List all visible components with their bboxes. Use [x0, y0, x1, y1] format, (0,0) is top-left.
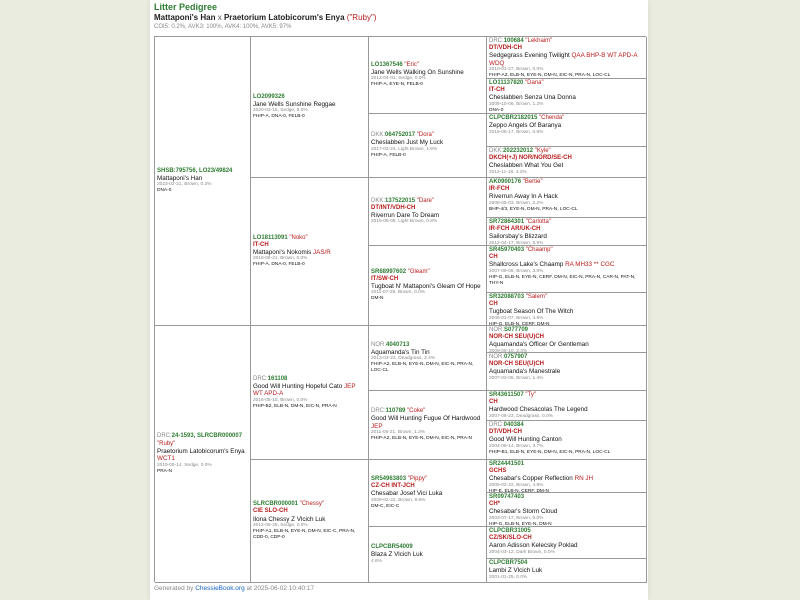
- health-results: HIP-G, ELB-N, CERF, DM-N: [489, 321, 550, 326]
- title-prefix: NOR-CH SEU(U)CH: [489, 361, 544, 368]
- health-results: DNA-0: [157, 188, 172, 194]
- call-name: "Salem": [525, 294, 547, 300]
- call-name: "Noko": [289, 234, 308, 241]
- pedigree-cell-g2[interactable]: [251, 460, 369, 583]
- dog-name-text: Aquamanda's Manestrale: [489, 368, 561, 376]
- health-results: FHIP-A, EYE-N, FELB-0: [371, 82, 423, 88]
- dog-name-text: Zeppo Angels Of Baranya: [489, 122, 562, 130]
- health-results: FHIP-A1, ELB-N, EYE-N, DM-N, EIC-C, PRA-N, CDD-0, CDP-0: [253, 528, 356, 540]
- title-suffix: JEP WT APD-A: [253, 382, 356, 398]
- registration-line: [371, 132, 484, 139]
- pedigree-cell-g4[interactable]: [487, 559, 647, 583]
- dog-name[interactable]: [489, 193, 644, 200]
- birth-info: 2019-05-14, Sedge, 0.0%: [157, 462, 212, 468]
- registration-number: 24-1593, SLRCBR000007: [171, 433, 243, 440]
- registration-number: SR32088703: [489, 294, 525, 300]
- registration-number: 110789: [385, 408, 406, 414]
- health-results: HIP-E, ELB-N, CERF, DM-N: [489, 488, 549, 493]
- health-results: DM-C, EIC-C: [371, 503, 400, 509]
- dog-name-text: Tugboat Season Of The Witch: [489, 308, 574, 316]
- dog-name-text: Riverrun Away In A Hack: [489, 193, 558, 201]
- registration-number: 040384: [503, 422, 524, 428]
- health-results: FHIP-A, DNA-0, FELB-0: [253, 262, 305, 268]
- call-name: "Chaamp": [525, 247, 553, 253]
- registration-number: SR43611507: [489, 392, 524, 398]
- birth-info: 2013-03-23, Deadgrass, 2.4%: [371, 356, 435, 362]
- health-results: FHIP-A, DNA-0, FELB-0: [253, 114, 305, 120]
- pedigree-cell-g4[interactable]: [487, 353, 647, 391]
- birth-info: 2012-11-18, 3.2%: [489, 169, 527, 175]
- dog-name[interactable]: [489, 542, 644, 549]
- registration-line: [489, 528, 644, 535]
- call-name: "Gleam": [407, 268, 430, 275]
- registration-line: [253, 94, 366, 101]
- dog-name[interactable]: [253, 516, 366, 523]
- pedigree-cell-g3[interactable]: [369, 246, 487, 326]
- dog-name-text: Mattaponi's Nokomis: [253, 248, 312, 256]
- pedigree-cell-g3[interactable]: [369, 326, 487, 391]
- birth-info: 2015-06-17, Brown, 0.8%: [489, 129, 544, 135]
- dog-name-text: Shallcross Lake's Chaamp: [489, 261, 564, 269]
- registration-number: SR72864301: [489, 219, 525, 225]
- registration-line: [489, 294, 644, 301]
- call-name: "Ty": [525, 392, 536, 398]
- dog-name[interactable]: [371, 490, 484, 497]
- dog-name[interactable]: [489, 508, 644, 515]
- registration-number: 4040713: [386, 341, 410, 348]
- birth-info: 2009-02-22, Brown, 9.6%: [371, 497, 426, 503]
- title-prefix: DT/INT/VDH-CH: [371, 204, 416, 211]
- pedigree-cell-g4[interactable]: [487, 460, 647, 493]
- pedigree-cell-g4[interactable]: [487, 391, 647, 421]
- dog-name-text: Jane Wells Sunshine Reggae: [253, 100, 336, 108]
- health-results: FHIP-A2, ELB-N, EYE-N, DM-N, EIC-N, PRA-N: [371, 436, 473, 442]
- dam-name: Praetorium Latobicorum's Enya: [223, 13, 345, 22]
- call-name: "Pippy": [407, 476, 427, 483]
- birth-info: 2003-07-17, Brown, 0.0%: [489, 515, 544, 521]
- registration-line: [371, 408, 484, 415]
- registration-number: LO2099326: [253, 93, 285, 100]
- dog-name-text: Good Will Hunting Fugue Of Hardwood: [371, 415, 481, 423]
- birth-info: 2020-03-15, Sedge, 8.0%: [253, 108, 308, 114]
- registration-number: SR68997602: [371, 268, 407, 275]
- registration-number: 064752017: [385, 132, 416, 139]
- title-prefix: IR-FCH: [489, 186, 510, 193]
- registration-line: [489, 560, 644, 567]
- call-name: "Kyle": [534, 148, 551, 154]
- birth-info: 2001-01-25, 0.0%: [489, 574, 528, 580]
- dog-name[interactable]: [489, 52, 644, 67]
- birth-info: 2009-10-06, Brown, 1.2%: [489, 101, 544, 107]
- registration-number: S077709: [504, 327, 529, 333]
- title-suffix: JAS/R: [313, 248, 331, 256]
- pedigree-cell-g4[interactable]: [487, 114, 647, 147]
- registration-number: 0757907: [504, 354, 528, 360]
- dog-name-text: Riverrun Dare To Dream: [371, 211, 440, 219]
- registration-line: [489, 327, 644, 334]
- dog-name[interactable]: [489, 122, 644, 129]
- title-prefix: IT-CH: [489, 87, 505, 94]
- registration-line: [253, 501, 366, 508]
- health-results: FHIP-A2, ELB-N, EYE-N, DM-N, EIC-N, PRA-N, LOC-CL: [489, 73, 611, 79]
- dog-name[interactable]: [489, 567, 644, 574]
- registry-prefix: DKK:: [489, 148, 504, 154]
- birth-info: 4.6%: [371, 558, 382, 564]
- dog-name[interactable]: [489, 436, 644, 443]
- dog-name-text: Blaza Z Vlcich Luk: [371, 551, 423, 559]
- registration-line: [489, 392, 644, 399]
- dog-name[interactable]: [157, 448, 248, 463]
- title-suffix: WCT1: [157, 455, 175, 463]
- pedigree-cell-g3[interactable]: [369, 114, 487, 178]
- registration-line: [371, 342, 484, 349]
- dog-name-text: Aaron Adisson Kelecsky Poklad: [489, 542, 578, 550]
- registry-prefix: NOR:: [371, 341, 386, 348]
- registration-line: [489, 179, 644, 186]
- title-prefix: CH: [489, 301, 498, 308]
- registry-prefix: DRC:: [253, 375, 268, 382]
- dog-name-text: Good Will Hunting Canton: [489, 436, 562, 444]
- health-results: DM-N: [371, 296, 384, 302]
- pedigree-cell-g3[interactable]: [369, 527, 487, 583]
- pedigree-cell-g4[interactable]: [487, 421, 647, 460]
- title-prefix: DT/VDH-CH: [489, 45, 522, 52]
- call-name: "Eric": [404, 61, 419, 68]
- registry-prefix: DRC:: [157, 433, 172, 440]
- pedigree-cell-g4[interactable]: [487, 326, 647, 353]
- registration-line: [489, 148, 644, 155]
- footer-prefix: Generated by: [154, 585, 194, 592]
- call-name: "Bertie": [522, 179, 543, 185]
- registry-prefix: DKK:: [371, 132, 386, 139]
- title-prefix: CZ-CH INT-JCH: [371, 483, 415, 490]
- dog-name-text: Sailorsbay's Blizzard: [489, 233, 547, 241]
- dog-name-text: Cheslabben Senza Una Donna: [489, 94, 576, 102]
- title-suffix: RA MH33 ** CGC: [565, 261, 615, 269]
- registration-line: [489, 494, 644, 501]
- registration-number: LO11137820: [489, 80, 524, 86]
- title-prefix: CH*: [489, 501, 501, 508]
- registry-prefix: NOR:: [489, 327, 504, 333]
- pedigree-cell-g4[interactable]: [487, 79, 647, 114]
- registration-number: LO18113091: [253, 234, 288, 241]
- birth-info: 2017-03-24, Light Brown, 1.6%: [371, 146, 438, 152]
- birth-info: 2016-05-10, Brown, 0.0%: [253, 397, 308, 403]
- title-prefix: CH: [489, 399, 498, 406]
- registry-prefix: DKK:: [371, 197, 386, 204]
- registry-prefix: NOR:: [489, 354, 504, 360]
- pedigree-cell-g4[interactable]: [487, 147, 647, 178]
- dog-name-text: Tugboat N' Mattaponi's Gleam Of Hope: [371, 282, 481, 290]
- pedigree-cell-g2[interactable]: [251, 37, 369, 178]
- pedigree-cell-g2[interactable]: [251, 326, 369, 460]
- birth-info: 2009-06-10, 2.3%: [489, 348, 528, 353]
- footer-timestamp: at 2025-06-02 10:40:17: [246, 585, 315, 592]
- pedigree-cell-g4[interactable]: [487, 178, 647, 218]
- dam-call-name: ("Ruby"): [346, 13, 377, 22]
- dog-name-text: Mattaponi's Han: [157, 174, 203, 182]
- birth-info: 2011-07-29, Brown, 0.0%: [371, 290, 426, 296]
- registration-line: [371, 62, 484, 69]
- dog-name[interactable]: [371, 139, 484, 146]
- registration-line: [253, 235, 366, 242]
- health-results: FHIP-A2, ELB-N, EYE-N, DM-N, EIC-N, PRA-N, LOC-CL: [371, 362, 474, 374]
- title-prefix: DT/VDH-CH: [489, 429, 522, 436]
- pedigree-cell-g4[interactable]: [487, 37, 647, 79]
- birth-info: 2004-03-12, Dark Brown, 0.0%: [489, 549, 555, 555]
- dog-name-text: Aquamanda's Tin Tin: [371, 348, 430, 356]
- dog-name-text: Aquamanda's Officer Or Gentleman: [489, 341, 589, 349]
- title-prefix: NOR-CH SEU(U)CH: [489, 334, 544, 341]
- birth-info: 2006-01-07, Brown, 4.8%: [489, 315, 544, 321]
- title-prefix: DKCH(+J) NOR/NORD/SE-CH: [489, 155, 572, 162]
- litter-parents: [154, 13, 376, 22]
- registration-number: CLPCBR7504: [489, 560, 528, 566]
- birth-info: 2012-06-25, Sedge, 0.0%: [253, 522, 308, 528]
- pedigree-cell-g4[interactable]: [487, 527, 647, 559]
- registration-number: CLPCBR2182015: [489, 115, 538, 121]
- dog-name-text: Chesabar's Storm Cloud: [489, 508, 558, 516]
- registration-number: 202232012: [503, 148, 534, 154]
- health-results: HIP-G, ELB-N, EYE-N, DM-N: [489, 521, 552, 527]
- pedigree-cell-g3[interactable]: [369, 37, 487, 114]
- dog-name[interactable]: [489, 94, 644, 101]
- title-prefix: GCHS: [489, 468, 507, 475]
- call-name: "Lekhaim": [525, 38, 553, 44]
- cross-symbol: x: [217, 13, 222, 22]
- call-name: "Dora": [416, 132, 434, 139]
- registration-number: AK0900176: [489, 179, 522, 185]
- dog-name[interactable]: [489, 406, 644, 413]
- birth-info: 2007-09-06, Brown, 3.9%: [489, 268, 544, 274]
- dog-name[interactable]: [489, 261, 644, 268]
- dog-name-text: Cheslabben Just My Luck: [371, 139, 444, 147]
- health-results: DNA-0: [489, 107, 504, 113]
- dog-name-text: Jane Wells Walking On Sunshine: [371, 68, 464, 76]
- dog-name[interactable]: [371, 415, 484, 430]
- health-results: FHIP-B2, ELB-N, DM-N, EIC-N, PRA-N: [253, 403, 337, 409]
- dog-name-text: Chesabar Josef Vici Luka: [371, 490, 443, 498]
- title-prefix: IT-CH: [253, 241, 269, 248]
- pedigree-cell-g3[interactable]: [369, 178, 487, 246]
- birth-info: 2015-05-05, Light Brown, 0.8%: [371, 219, 438, 225]
- registry-prefix: DRC:: [371, 408, 386, 414]
- pedigree-cell-g3[interactable]: [369, 460, 487, 527]
- health-results: FHIP-B1, ELB-N, EYE-N, DM-N, EIC-N, PRA-N, LOC-CL: [489, 449, 611, 455]
- birth-info: 2007-03-06, Brown, 1.4%: [489, 375, 544, 381]
- dog-name[interactable]: [489, 162, 644, 169]
- birth-info: 2010-01-27, Brown, 0.0%: [489, 67, 544, 73]
- registration-number: SLRCBR000001: [253, 501, 299, 508]
- dog-name-text: Cheslabben What You Get: [489, 162, 564, 170]
- dog-name-text: Lambi Z Vlcich Luk: [489, 567, 543, 575]
- registration-number: 137522015: [385, 197, 416, 204]
- pedigree-grid: [154, 36, 646, 582]
- registration-line: [157, 433, 248, 447]
- dog-name-text: Good Will Hunting Hopeful Cato: [253, 382, 343, 390]
- registry-prefix: DRC:: [489, 422, 504, 428]
- title-suffix: QAA BHP-B WT APD-A WDQ: [489, 52, 638, 67]
- registration-line: [489, 247, 644, 254]
- pedigree-cell-g4[interactable]: [487, 293, 647, 326]
- registration-line: [489, 354, 644, 361]
- health-results: PRA-N: [157, 468, 172, 474]
- health-results: BHP-4/3, EYE-N, DM-N, PRA-N, LOC-CL: [489, 206, 578, 212]
- dog-name[interactable]: [489, 341, 644, 348]
- registration-number: CLPCBR31005: [489, 528, 531, 534]
- birth-info: 2004-09-14, Brown, 3.7%: [489, 443, 544, 449]
- dog-name-text: Hardwood Chesacolas The Legend: [489, 406, 588, 414]
- registration-line: [371, 476, 484, 483]
- registration-number: SR54963803: [371, 476, 407, 483]
- pedigree-cell-g4[interactable]: [487, 218, 647, 246]
- call-name: "Chessy": [299, 501, 324, 508]
- registration-line: [489, 38, 644, 45]
- dog-name-text: Ilona Chessy Z Vlcich Luk: [253, 515, 326, 523]
- coi-stats: COI5: 0.2%, AVK3: 100%, AVK4: 100%, AVK5: 97%: [154, 24, 292, 30]
- pedigree-cell-g1[interactable]: [155, 37, 251, 326]
- title-suffix: RN JH: [574, 475, 594, 483]
- birth-info: 2007-06-23, Deadgrass, 0.0%: [489, 413, 553, 419]
- registration-line: [371, 544, 484, 551]
- call-name: "Dare": [416, 197, 434, 204]
- birth-info: 2018-06-21, Brown, 0.0%: [253, 256, 308, 262]
- pedigree-cell-g1[interactable]: [155, 326, 251, 583]
- registration-line: [489, 461, 644, 468]
- registration-number: CLPCBR54009: [371, 544, 413, 551]
- dog-name[interactable]: [371, 551, 484, 558]
- registration-line: [253, 376, 366, 383]
- call-name: "Ruby": [157, 440, 176, 447]
- call-name: "Dana": [525, 80, 544, 86]
- birth-info: 2011-05-21, Brown, 1.3%: [371, 430, 426, 436]
- call-name: "Carlotta": [525, 219, 551, 225]
- pedigree-cell-g2[interactable]: [251, 178, 369, 326]
- footer: [154, 585, 314, 592]
- footer-brand-link[interactable]: ChessieBook.org: [195, 585, 245, 592]
- birth-info: 2013-04-01, Sedge, 0.0%: [371, 76, 426, 82]
- registration-number: 100684: [503, 38, 524, 44]
- dog-name[interactable]: [489, 308, 644, 315]
- title-prefix: CIE SLO-CH: [253, 508, 288, 515]
- registration-line: [371, 198, 484, 205]
- registration-line: [489, 80, 644, 87]
- dog-name[interactable]: [489, 368, 644, 375]
- birth-info: 2012-04-17, Brown, 5.9%: [489, 240, 544, 246]
- dog-name-text: Praetorium Latobicorum's Enya: [157, 447, 245, 455]
- dog-name[interactable]: [489, 475, 644, 482]
- registration-number: 161108: [267, 375, 288, 382]
- health-results: FHIP-A, FELB-0: [371, 152, 406, 158]
- birth-info: 2023-02-21, Brown, 0.2%: [157, 182, 212, 188]
- title-suffix: JEP: [371, 422, 383, 430]
- pedigree-cell-g3[interactable]: [369, 391, 487, 460]
- dog-name[interactable]: [489, 233, 644, 240]
- health-results: HIP-G, ELB-N, EYE-N, CERF, DM-N, EIC-N, PRA-N, CAR-N, PAT-N, THY-N: [489, 274, 636, 286]
- registration-line: [371, 269, 484, 276]
- call-name: "Chenda": [539, 115, 565, 121]
- pedigree-cell-g4[interactable]: [487, 246, 647, 293]
- registration-number: SR09747403: [489, 494, 525, 500]
- call-name: "Coke": [407, 408, 426, 414]
- pedigree-cell-g4[interactable]: [487, 493, 647, 527]
- title-prefix: IR-FCH AR/UK-CH: [489, 226, 541, 233]
- registration-line: [489, 219, 644, 226]
- registration-number: SR24441501: [489, 461, 525, 467]
- registration-line: [489, 422, 644, 429]
- registry-prefix: DRC:: [489, 38, 504, 44]
- registration-number: SHSB:795756, LO23/49824: [157, 167, 233, 174]
- registration-line: [157, 168, 248, 175]
- sire-name: Mattaponi's Han: [154, 13, 216, 22]
- title-prefix: IT/SW-CH: [371, 275, 399, 282]
- registration-line: [489, 115, 644, 122]
- registration-number: LO1367546: [371, 61, 403, 68]
- birth-info: 2008-05-03, Brown, 2.2%: [489, 200, 544, 206]
- birth-info: 2005-02-22, Brown, 4.8%: [489, 482, 544, 488]
- dog-name[interactable]: [253, 383, 366, 398]
- title-prefix: CH: [489, 254, 498, 261]
- registration-number: SR45970403: [489, 247, 525, 253]
- dog-name-text: Sedgegrass Evening Twilight: [489, 52, 570, 60]
- page-title: Litter Pedigree: [154, 2, 218, 12]
- title-prefix: CZ/SK/SLO-CH: [489, 535, 532, 542]
- dog-name-text: Chesabar's Copper Reflection: [489, 475, 573, 483]
